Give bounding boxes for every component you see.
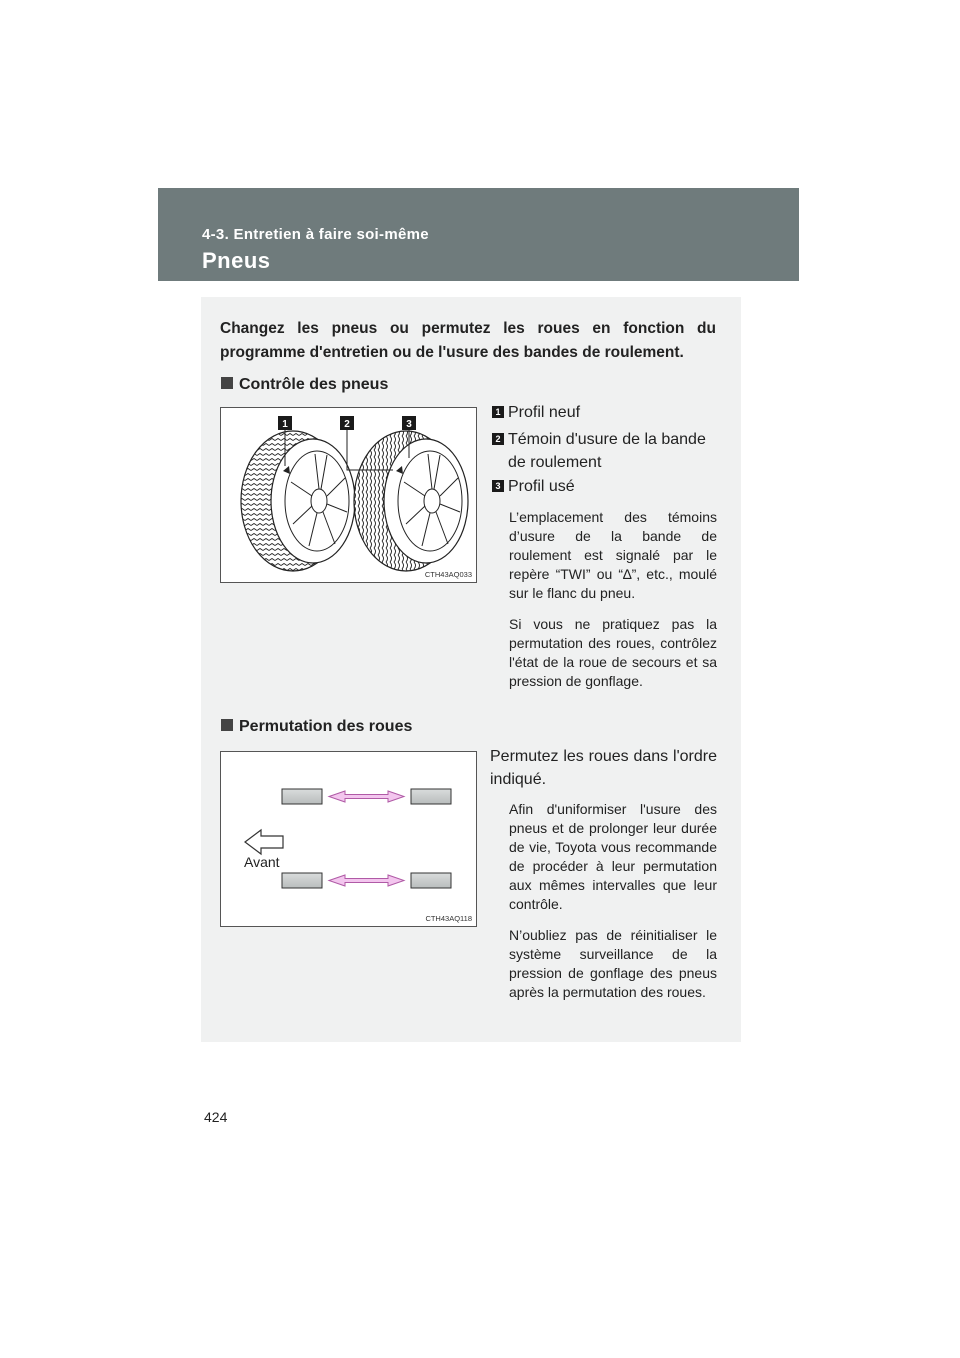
tire-front-left bbox=[282, 789, 322, 804]
subheading-tire-check bbox=[221, 376, 388, 394]
rotation-instruction: Permutez les roues dans l'ordre indiqué. bbox=[490, 748, 717, 788]
rotation-diagram bbox=[221, 752, 476, 926]
subheading-label: Contrôle des pneus bbox=[239, 376, 389, 393]
bullet-square-icon bbox=[221, 719, 233, 731]
rotation-arrow-front bbox=[329, 791, 404, 802]
page-number: 424 bbox=[204, 1109, 228, 1125]
subheading-rotation bbox=[221, 718, 412, 736]
note-spare: Si vous ne pratiquez pas la permutation des roues, contrôlez l'état de la roue de secours et sa pression de gonflage. bbox=[509, 616, 717, 689]
section-title: 4-3. Entretien à faire soi-même bbox=[202, 226, 429, 243]
callout-3: 3 bbox=[406, 419, 412, 430]
legend-number: 1 bbox=[492, 406, 504, 418]
legend-text: Témoin d'usure de la bande de roulement bbox=[508, 431, 706, 471]
tire-tread-figure bbox=[220, 407, 477, 583]
figure-code: CTH43AQ118 bbox=[425, 914, 472, 923]
tire-front-right bbox=[411, 789, 451, 804]
tire-illustration bbox=[221, 408, 476, 582]
callout-2: 2 bbox=[344, 419, 350, 430]
legend-text: Profil neuf bbox=[508, 404, 581, 421]
front-label: Avant bbox=[244, 854, 280, 870]
subheading-label: Permutation des roues bbox=[239, 718, 413, 735]
figure-code: CTH43AQ033 bbox=[424, 570, 472, 579]
bullet-square-icon bbox=[221, 377, 233, 389]
note-twi: L’emplacement des témoins d’usure de la bande de roulement est signalé par le repère “TWI” ou “∆”, etc., moulé sur le flanc du pneu. bbox=[509, 509, 717, 601]
front-direction-arrow bbox=[245, 830, 283, 854]
rotation-arrow-rear bbox=[329, 875, 404, 886]
content-panel bbox=[201, 297, 741, 1042]
legend-item-2 bbox=[492, 428, 722, 474]
legend-number: 3 bbox=[492, 480, 504, 492]
legend-item-1 bbox=[492, 401, 722, 424]
legend-text: Profil usé bbox=[508, 478, 575, 495]
rotation-figure bbox=[220, 751, 477, 927]
legend-number: 2 bbox=[492, 433, 504, 445]
legend-item-3 bbox=[492, 475, 722, 498]
note-rotation-interval: Afin d'uniformiser l'usure des pneus et de prolonger leur durée de vie, Toyota vous recommande de procéder à leur permutation aux mêmes intervalles que leur contrôle. bbox=[509, 801, 717, 912]
intro-text: Changez les pneus ou permutez les roues en fonction du programme d'entretien ou de l'usure des bandes de roulement. bbox=[220, 320, 716, 361]
section-header bbox=[158, 188, 799, 281]
note-tpms-reset: N’oubliez pas de réinitialiser le système surveillance de la pression de gonflage des pneus après la permutation des roues. bbox=[509, 927, 717, 1000]
tire-rear-right bbox=[411, 873, 451, 888]
page-title: Pneus bbox=[202, 248, 271, 273]
tire-rear-left bbox=[282, 873, 322, 888]
callout-1: 1 bbox=[282, 419, 288, 430]
